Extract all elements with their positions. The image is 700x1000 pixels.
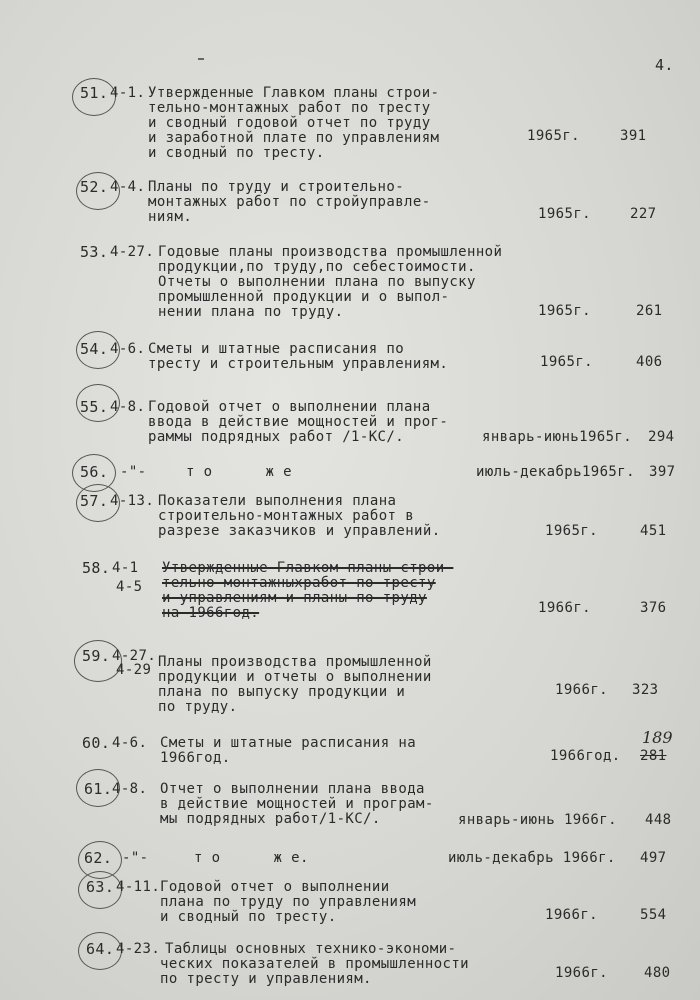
entry-date: 1966г. (555, 965, 608, 981)
entry-code: 4-13. (110, 493, 155, 509)
entry-code: 4-8. (110, 399, 146, 415)
entry-line: и сводный по тресту. (160, 909, 337, 925)
entry-line: и управлениям и планы по труду (162, 590, 427, 606)
entry-code-2: 4-29 (116, 662, 152, 678)
entry-line: ввода в действие мощностей и прог- (148, 414, 449, 430)
entry-count: 497 (640, 850, 667, 866)
entry-line: в действие мощностей и програм- (160, 796, 434, 812)
entry-number: 54. (80, 340, 109, 358)
entry-line: Планы по труду и строительно- (148, 179, 405, 195)
entry-date: 1965г. (538, 206, 591, 222)
entry-code: -"- (120, 464, 147, 480)
entry-number: 55. (80, 398, 109, 416)
entry-line: монтажных работ по стройуправле- (148, 194, 431, 210)
entry-code: 4-4. (110, 179, 146, 195)
entry-line: Показатели выполнения плана (158, 493, 397, 509)
entry-count: 406 (636, 354, 663, 370)
entry-line: Отчет о выполнении плана ввода (160, 781, 425, 797)
entry-number: 60. (82, 734, 111, 752)
entry-date: 1965г. (545, 523, 598, 539)
entry-code: 4-1 (112, 560, 139, 576)
entry-line: Утвержденные Главком планы строи- (148, 85, 440, 101)
entry-number: 57. (80, 492, 109, 510)
entry-number: 63. (86, 878, 115, 896)
entry-line: Сметы и штатные расписания по (148, 341, 405, 357)
entry-line: плана по выпуску продукции и (158, 684, 406, 700)
entry-date: 1966г. (545, 907, 598, 923)
entry-line: промышленной продукции и о выпол- (158, 289, 450, 305)
entry-date: 1966г. (555, 682, 608, 698)
entry-line: продукции,по труду,по себестоимости. (158, 259, 476, 275)
entry-count: 261 (636, 303, 663, 319)
entry-date: январь-июнь1965г. (482, 429, 633, 445)
entry-line: Планы производства промышленной (158, 654, 432, 670)
entry-line: ческих показателей в промышленности (160, 956, 470, 972)
entry-number: 64. (86, 940, 115, 958)
entry-line: Сметы и штатные расписания на (160, 735, 417, 751)
entry-line: строительно-монтажных работ в (158, 508, 415, 524)
entry-line: продукции и отчеты о выполнении (158, 669, 432, 685)
entry-number: 52. (80, 178, 109, 196)
entry-code: 4-6. (112, 735, 148, 751)
entry-number: 56. (80, 463, 109, 481)
entry-line: Отчеты о выполнении плана по выпуску (158, 274, 476, 290)
entry-count: 391 (620, 128, 647, 144)
entry-count: 451 (640, 523, 667, 539)
entry-count: 376 (640, 600, 667, 616)
entry-code-2: 4-5 (116, 579, 143, 595)
entry-count: 323 (632, 682, 659, 698)
entry-line: т о ж е. (194, 850, 309, 866)
entry-line: тельно-монтажных работ по тресту (148, 100, 431, 116)
entry-count: 227 (630, 206, 657, 222)
entry-count-old: 281 (640, 748, 667, 764)
entry-date: июль-декабрь1965г. (476, 464, 635, 480)
page-number: 4. (655, 56, 674, 74)
entry-line: 1966год. (160, 750, 231, 766)
entry-date: июль-декабрь 1966г. (448, 850, 616, 866)
entry-line: тельно-монтажныхработ по тресту (162, 575, 436, 591)
entry-line: по труду. (158, 699, 238, 715)
entry-line: и сводный по тресту. (148, 145, 325, 161)
entry-date: 1966г. (538, 600, 591, 616)
entry-line: тресту и строительным управлениям. (148, 356, 449, 372)
entry-line: ниям. (148, 209, 193, 225)
entry-code: 4-8. (112, 781, 148, 797)
entry-number: 59. (82, 647, 111, 665)
entry-line: по тресту и управлениям. (160, 971, 372, 987)
entry-number: 62. (84, 849, 113, 867)
entry-count: 554 (640, 907, 667, 923)
entry-code: 4-23. (116, 941, 161, 957)
entry-number: 58. (82, 559, 111, 577)
entry-code: 4-11. (116, 879, 161, 895)
entry-code: 4-27. (112, 648, 157, 664)
entry-line: и сводный годовой отчет по труду (148, 115, 431, 131)
entry-code: 4-27. (110, 244, 155, 260)
entry-line: разрезе заказчиков и управлений. (158, 523, 441, 539)
mark (198, 58, 204, 60)
entry-line: и заработной плате по управлениям (148, 130, 440, 146)
entry-date: 1966год. (550, 748, 621, 764)
entry-line: Годовой отчет о выполнении (160, 879, 390, 895)
entry-date: 1965г. (538, 303, 591, 319)
entry-count: 448 (645, 812, 672, 828)
entry-line: Утвержденные Главком планы строи- (162, 560, 454, 576)
entry-date: 1965г. (540, 354, 593, 370)
entry-count: 397 (649, 464, 676, 480)
entry-date: январь-июнь 1966г. (458, 812, 617, 828)
entry-line: мы подрядных работ/1-КС/. (160, 811, 381, 827)
entry-line: Годовые планы производства промышленной (158, 244, 503, 260)
entry-line: плана по труду по управлениям (160, 894, 417, 910)
entry-number: 61. (84, 780, 113, 798)
entry-code: 4-6. (110, 341, 146, 357)
entry-count: 480 (644, 965, 671, 981)
entry-count: 294 (648, 429, 675, 445)
entry-line: на 1966год. (162, 605, 260, 621)
entry-line: Таблицы основных технико-экономи- (165, 941, 457, 957)
entry-line: т о ж е (186, 464, 292, 480)
entry-number: 51. (80, 84, 109, 102)
entry-code: -"- (122, 850, 149, 866)
entry-code: 4-1. (110, 85, 146, 101)
entry-count-handwritten: 189 (642, 728, 673, 747)
entry-line: Годовой отчет о выполнении плана (148, 399, 431, 415)
entry-line: нении плана по труду. (158, 304, 344, 320)
entry-date: 1965г. (527, 128, 580, 144)
entry-number: 53. (80, 243, 109, 261)
entry-line: раммы подрядных работ /1-КС/. (148, 429, 405, 445)
